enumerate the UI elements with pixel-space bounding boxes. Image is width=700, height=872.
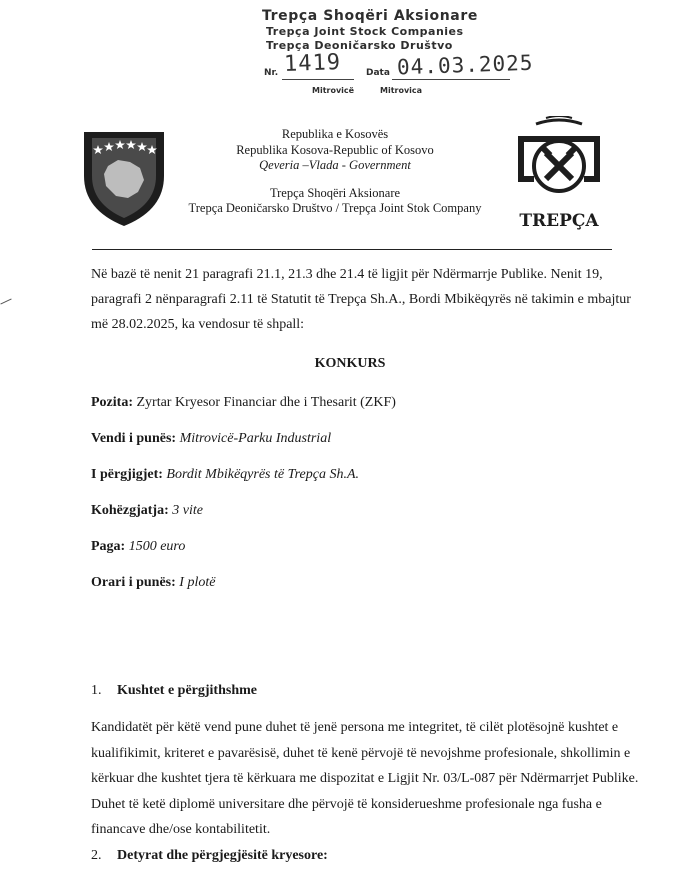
field-position bbox=[91, 395, 396, 411]
section-title: Kushtet e përgjithshme bbox=[117, 683, 257, 698]
field-duration bbox=[91, 503, 203, 519]
header-line-1: Republika e Kosovës bbox=[281, 127, 389, 141]
field-value: Mitrovicë-Parku Industrial bbox=[179, 431, 332, 446]
header-line-2: Republika Kosova-Republic of Kosovo bbox=[236, 142, 434, 157]
stamp-date: 04.03.2025 bbox=[396, 50, 534, 80]
field-label: Paga: bbox=[91, 539, 126, 554]
institution-header bbox=[160, 127, 510, 217]
stamp-sub-1: Mitrovicë bbox=[312, 86, 355, 95]
header-line-3: Qeveria –Vlada - Government bbox=[259, 158, 411, 172]
stamp-line-3: Trepça Deoničarsko Društvo bbox=[266, 39, 453, 52]
field-value: Bordit Mbikëqyrës të Trepça Sh.A. bbox=[166, 467, 360, 482]
field-value: I plotë bbox=[179, 575, 216, 590]
section-heading-2 bbox=[91, 848, 328, 864]
field-workplace bbox=[91, 431, 331, 447]
section-title: Detyrat dhe përgjegjësitë kryesore: bbox=[117, 848, 328, 863]
logo-text: TREPÇA bbox=[519, 211, 599, 231]
section-number: 1. bbox=[91, 683, 102, 698]
stamp-sub-2: Mitrovica bbox=[380, 86, 423, 95]
margin-mark bbox=[0, 299, 11, 305]
field-schedule bbox=[91, 575, 215, 591]
field-reports-to bbox=[91, 467, 359, 483]
header-line-5: Trepça Deoničarsko Društvo / Trepça Joint Stok Company bbox=[188, 201, 482, 215]
field-label: Pozita: bbox=[91, 395, 133, 410]
field-value: Zyrtar Kryesor Financiar dhe i Thesarit (ZKF) bbox=[136, 395, 396, 410]
section-1-paragraph: Kandidatët për këtë vend pune duhet të jenë persona me integritet, të cilët plotësojnë kushtet e kualifikimit, kriteret e pavarësisë, duhet të kenë përvojë të nevojshme profesionale, shkollimin e kërkuar dhe kushtet tjera të kërkuara me dispozitat e Ligjit Nr. 03/L-087 për Ndërmarrjet Publike. Duhet të ketë diplomë universitare dhe përvojë të konsiderueshme profesionale nga fusha e financave dhe/ose kontabilitetit. bbox=[91, 720, 639, 837]
field-label: Kohëzgjatja: bbox=[91, 503, 169, 518]
field-value: 3 vite bbox=[172, 503, 203, 518]
stamp-number: 1419 bbox=[283, 50, 342, 77]
header-divider bbox=[92, 249, 612, 250]
field-label: Vendi i punës: bbox=[91, 431, 177, 446]
stamp-date-underline bbox=[392, 79, 510, 80]
intro-paragraph: Në bazë të nenit 21 paragrafi 21.1, 21.3 dhe 21.4 të ligjit për Ndërmarrje Publike. Nenit 19, paragrafi 2 nënparagrafi 2.11 të Statutit të Trepça Sh.A., Bordi Mbikëqyrës në takimin e mbajtur më 28.02.2025, ka vendosur të shpall: bbox=[91, 267, 631, 332]
stamp-line-2: Trepça Joint Stock Companies bbox=[266, 25, 464, 38]
field-label: I përgjigjet: bbox=[91, 467, 163, 482]
field-value: 1500 euro bbox=[128, 539, 186, 554]
trepca-logo-icon bbox=[510, 116, 608, 232]
stamp-number-underline bbox=[282, 79, 354, 80]
stamp-line-1: Trepça Shoqëri Aksionare bbox=[262, 8, 478, 24]
field-label: Orari i punës: bbox=[91, 575, 176, 590]
registration-stamp bbox=[262, 8, 552, 95]
kosovo-coat-of-arms-icon bbox=[78, 128, 170, 228]
section-heading-1 bbox=[91, 683, 257, 699]
document-title: KONKURS bbox=[314, 356, 386, 371]
header-line-4: Trepça Shoqëri Aksionare bbox=[269, 185, 401, 200]
stamp-nr-label: Nr. bbox=[264, 68, 279, 78]
section-number: 2. bbox=[91, 848, 102, 863]
stamp-date-label: Data bbox=[366, 68, 390, 78]
stamp-number-row bbox=[262, 50, 552, 95]
field-salary bbox=[91, 539, 185, 555]
